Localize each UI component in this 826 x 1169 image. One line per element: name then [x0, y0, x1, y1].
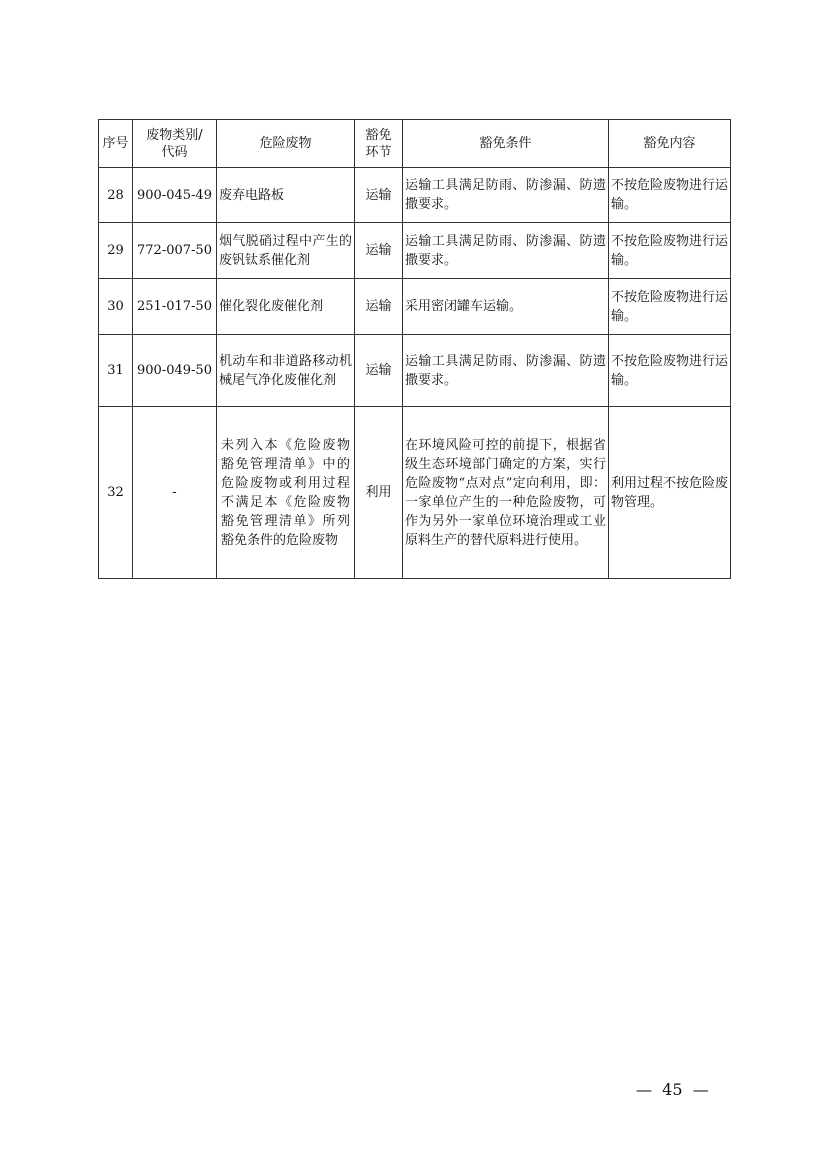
cell-code: 900-045-49 — [133, 168, 217, 223]
page-number: 45 — [662, 1080, 683, 1099]
cell-condition: 运输工具满足防雨、防渗漏、防遗撒要求。 — [403, 168, 609, 223]
table-header-row — [99, 120, 731, 168]
cell-waste: 废弃电路板 — [217, 168, 355, 223]
cell-waste: 未列入本《危险废物豁免管理清单》中的危险废物或利用过程不满足本《危险废物豁免管理清单》所列豁免条件的危险废物 — [217, 407, 355, 579]
cell-content: 利用过程不按危险废物管理。 — [609, 407, 731, 579]
table-row — [99, 168, 731, 223]
cell-code: 772-007-50 — [133, 223, 217, 279]
header-waste: 危险废物 — [217, 120, 355, 168]
table-row — [99, 223, 731, 279]
cell-stage: 运输 — [355, 168, 403, 223]
table-row — [99, 335, 731, 407]
cell-condition: 采用密闭罐车运输。 — [403, 279, 609, 335]
cell-condition: 运输工具满足防雨、防渗漏、防遗撒要求。 — [403, 223, 609, 279]
header-code: 废物类别/代码 — [133, 120, 217, 168]
cell-waste: 烟气脱硝过程中产生的废钒钛系催化剂 — [217, 223, 355, 279]
header-no: 序号 — [99, 120, 133, 168]
cell-stage: 运输 — [355, 223, 403, 279]
footer-dash-right: — — [692, 1080, 709, 1099]
header-content: 豁免内容 — [609, 120, 731, 168]
footer-dash-left: — — [636, 1080, 652, 1099]
cell-stage: 利用 — [355, 407, 403, 579]
cell-content: 不按危险废物进行运输。 — [609, 168, 731, 223]
page-footer — [636, 1080, 709, 1099]
cell-stage: 运输 — [355, 335, 403, 407]
cell-no: 32 — [99, 407, 133, 579]
cell-content: 不按危险废物进行运输。 — [609, 335, 731, 407]
cell-code: 251-017-50 — [133, 279, 217, 335]
cell-waste: 机动车和非道路移动机械尾气净化废催化剂 — [217, 335, 355, 407]
cell-condition: 在环境风险可控的前提下，根据省级生态环境部门确定的方案，实行危险废物“点对点”定向利用，即：一家单位产生的一种危险废物，可作为另外一家单位环境治理或工业原料生产的替代原料进行使用。 — [403, 407, 609, 579]
cell-content: 不按危险废物进行运输。 — [609, 279, 731, 335]
header-condition: 豁免条件 — [403, 120, 609, 168]
cell-code: - — [133, 407, 217, 579]
cell-code: 900-049-50 — [133, 335, 217, 407]
header-stage: 豁免环节 — [355, 120, 403, 168]
cell-no: 31 — [99, 335, 133, 407]
cell-no: 29 — [99, 223, 133, 279]
table-row — [99, 407, 731, 579]
cell-waste: 催化裂化废催化剂 — [217, 279, 355, 335]
cell-stage: 运输 — [355, 279, 403, 335]
table-row — [99, 279, 731, 335]
hazardous-waste-exemption-table — [98, 119, 731, 579]
cell-no: 28 — [99, 168, 133, 223]
cell-condition: 运输工具满足防雨、防渗漏、防遗撒要求。 — [403, 335, 609, 407]
cell-content: 不按危险废物进行运输。 — [609, 223, 731, 279]
cell-no: 30 — [99, 279, 133, 335]
